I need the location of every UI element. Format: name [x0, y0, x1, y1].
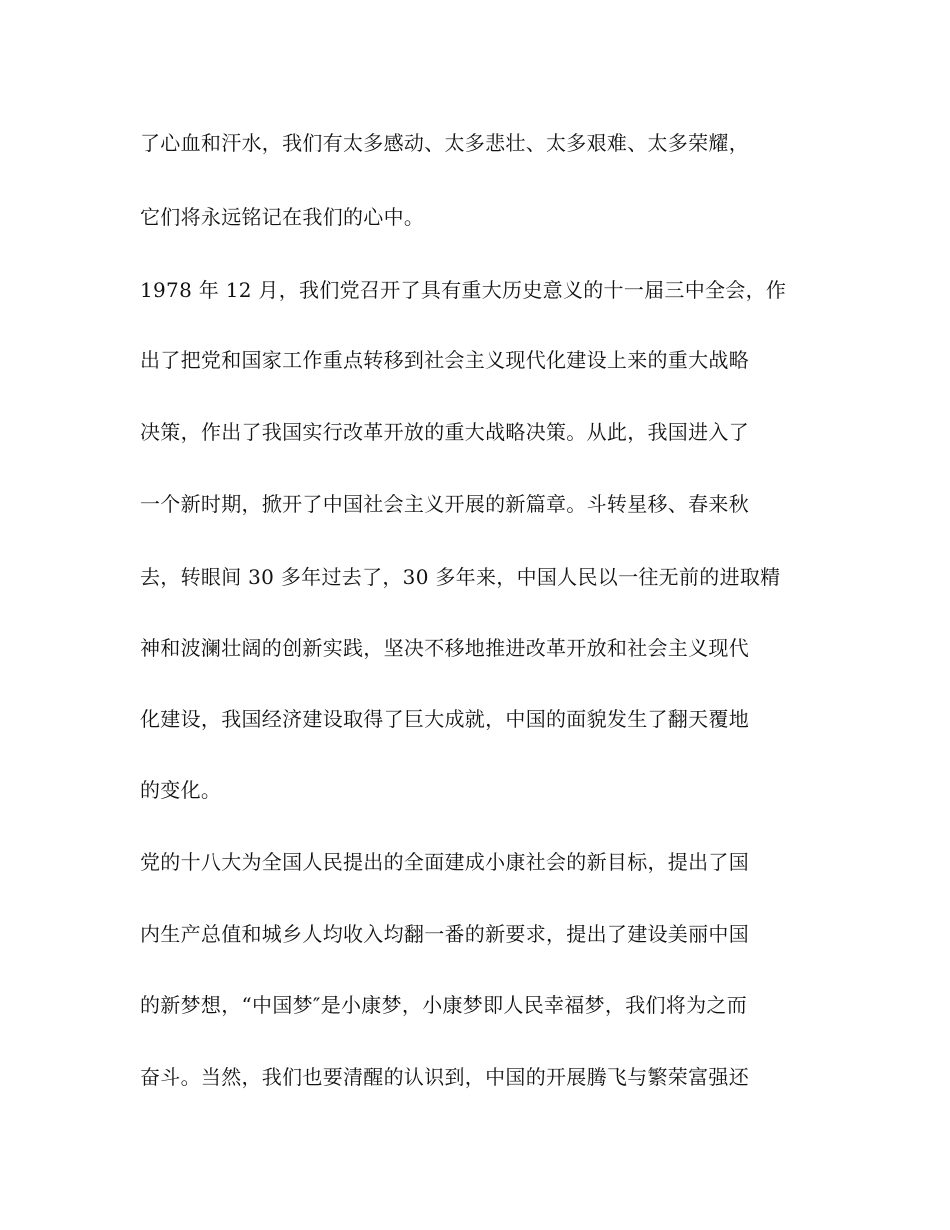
- text-line: 党的十八大为全国人民提出的全面建成小康社会的新目标，提出了国: [140, 850, 749, 874]
- text-line: 一个新时期，掀开了中国社会主义开展的新篇章。斗转星移、春来秋: [140, 492, 749, 516]
- text-line: 化建设，我国经济建设取得了巨大成就，中国的面貌发生了翻天覆地: [140, 707, 749, 731]
- text-line: 出了把党和国家工作重点转移到社会主义现代化建设上来的重大战略: [140, 348, 749, 372]
- text-line: 去，转眼间 30 多年过去了，30 多年来，中国人民以一往无前的进取精: [140, 565, 781, 589]
- text-line: 的新梦想，“中国梦″是小康梦，小康梦即人民幸福梦，我们将为之而: [140, 993, 747, 1017]
- text-line: 内生产总值和城乡人均收入均翻一番的新要求，提出了建设美丽中国: [140, 922, 749, 946]
- text-line: 决策，作出了我国实行改革开放的重大战略决策。从此，我国进入了: [140, 420, 749, 444]
- text-line: 神和波澜壮阔的创新实践，坚决不移地推进改革开放和社会主义现代: [140, 636, 749, 660]
- text-line: 它们将永远铭记在我们的心中。: [140, 205, 425, 229]
- text-line: 的变化。: [140, 778, 222, 802]
- text-line: 1978 年 12 月，我们党召开了具有重大历史意义的十一届三中全会，作: [140, 278, 787, 302]
- text-line: 奋斗。当然，我们也要清醒的认识到，中国的开展腾飞与繁荣富强还: [140, 1065, 749, 1089]
- text-line: 了心血和汗水，我们有太多感动、太多悲壮、太多艰难、太多荣耀，: [140, 131, 749, 155]
